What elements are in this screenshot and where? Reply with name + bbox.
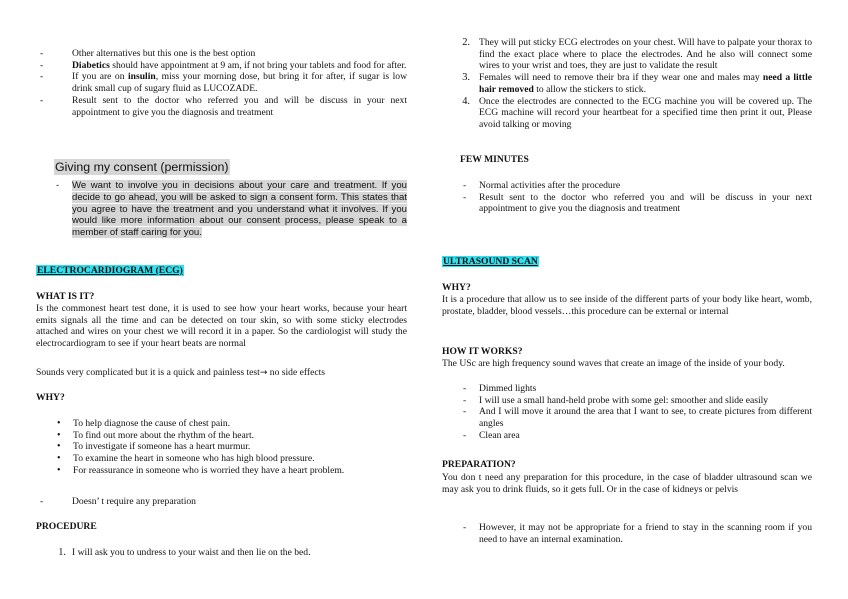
procedure-list-continued xyxy=(442,37,812,131)
us-why-text: It is a procedure that allow us to see inside of the different parts of your body like heart, womb, prostate, bladder, blood vessels…this procedure can be external or internal xyxy=(442,294,812,317)
us-how-heading: HOW IT WORKS? xyxy=(442,346,523,357)
procedure-item-1: 1. I will ask you to undress to your waist and then lie on the bed. xyxy=(58,547,311,558)
intro-item-2: - Diabetics should have appointment at 9 am, if not bring your tablets and food for after. xyxy=(36,60,407,72)
arrow-right-icon: → xyxy=(259,368,268,378)
consent-item xyxy=(36,180,407,239)
us-how-item: - Clean area xyxy=(442,430,812,442)
ecg-why-item: • To find out more about the rhythm of the heart. xyxy=(36,430,407,442)
ecg-sounds-text: Sounds very complicated but it is a quick and painless test→ no side effects xyxy=(36,367,326,378)
procedure-list-start xyxy=(36,547,407,559)
us-why-heading: WHY? xyxy=(442,282,471,293)
intro-item-1: - Other alternatives but this one is the best option xyxy=(36,48,407,60)
ecg-why-item: • To investigate if someone has a heart murmur. xyxy=(36,441,407,453)
procedure-item-3: 3. Females will need to remove their bra if they wear one and males may need a little hair removed to allow the stickers to stick. xyxy=(462,72,812,95)
us-how-item: - I will use a small hand-held probe with some gel: smoother and slide easily xyxy=(442,395,812,407)
us-title-wrap xyxy=(442,256,539,268)
few-minutes-list xyxy=(442,180,812,215)
us-how-item: - And I will move it around the area that I want to see, to create pictures from different angles xyxy=(442,406,812,429)
us-prep-heading: PREPARATION? xyxy=(442,459,516,470)
ecg-title-wrap xyxy=(36,265,184,277)
us-how-text: The USc are high frequency sound waves that create an image of the inside of your body. xyxy=(442,358,785,369)
ecg-why-list xyxy=(36,418,407,477)
us-prep-text: You don t need any preparation for this procedure, in the case of bladder ultrasound scan we may ask you to drink fluids, so it gets full. Or in the case of kidneys or pelvis xyxy=(442,472,812,495)
us-how-list xyxy=(442,383,812,442)
intro-item-4: - Result sent to the doctor who referred you and will be discuss in your next appointment to give you the diagnosis and treatment xyxy=(36,95,407,118)
few-minutes-item: - Normal activities after the procedure xyxy=(442,180,812,192)
ecg-prep-list xyxy=(36,496,407,508)
intro-item-3: - If you are on insulin, miss your morning dose, but bring it for after, if sugar is low drink small cup of sugary fluid as LUCOZADE. xyxy=(36,71,407,94)
few-minutes-item: - Result sent to the doctor who referred you and will be discuss in your next appointment to give you the diagnosis and treatment xyxy=(442,192,812,215)
consent-heading-wrap xyxy=(54,160,230,175)
consent-text: We want to involve you in decisions about your care and treatment. If you decide to go ahead, you will be asked to sign a consent form. This states that you agree to have the treatment and you understand what it involves. If you would like more information about our consent process, please speak to a member of staff caring for you. xyxy=(72,180,407,239)
procedure-item-4: 4. Once the electrodes are connected to the ECG machine you will be covered up. The ECG machine will record your heartbeat for a specified time then print it out, Please avoid talking or moving xyxy=(462,95,812,130)
few-minutes-heading: FEW MINUTES xyxy=(460,154,529,165)
ecg-what-text: Is the commonest heart test done, it is used to see how your heart works, because your heart emits signals all the time and can be detected on tour skin, so with some sticky electrodes attached and wires on your chest we will record it in a paper. So the cardiologist will study the electrocardiogram to see if your heart beats are normal xyxy=(36,303,407,350)
us-how-item: - Dimmed lights xyxy=(442,383,812,395)
ecg-why-item: • For reassurance in someone who is worried they have a heart problem. xyxy=(36,465,407,477)
ecg-title: ELECTROCARDIOGRAM (ECG) xyxy=(37,265,183,276)
consent-dash: - xyxy=(56,180,60,191)
ecg-why-heading: WHY? xyxy=(36,392,65,403)
consent-heading: Giving my consent (permission) xyxy=(55,160,229,174)
ultrasound-title: ULTRASOUND SCAN xyxy=(443,256,538,267)
ecg-what-heading: WHAT IS IT? xyxy=(36,291,95,302)
us-final-list xyxy=(442,522,812,545)
procedure-heading: PROCEDURE xyxy=(36,521,97,532)
ecg-why-item: • To examine the heart in someone who has high blood pressure. xyxy=(36,453,407,465)
procedure-item-2: 2. They will put sticky ECG electrodes on your chest. Will have to palpate your thorax to find the exact place where to place the electrodes. And he also will connect some wires to your wrist and toes, they are just to validate the result xyxy=(462,37,812,72)
ecg-prep-item: - Doesn’ t require any preparation xyxy=(36,496,407,508)
consent-block xyxy=(36,180,407,239)
ecg-why-item: • To help diagnose the cause of chest pain. xyxy=(36,418,407,430)
intro-list xyxy=(36,48,407,118)
us-final-item: - However, it may not be appropriate for a friend to stay in the scanning room if you need to have an internal examination. xyxy=(442,522,812,545)
